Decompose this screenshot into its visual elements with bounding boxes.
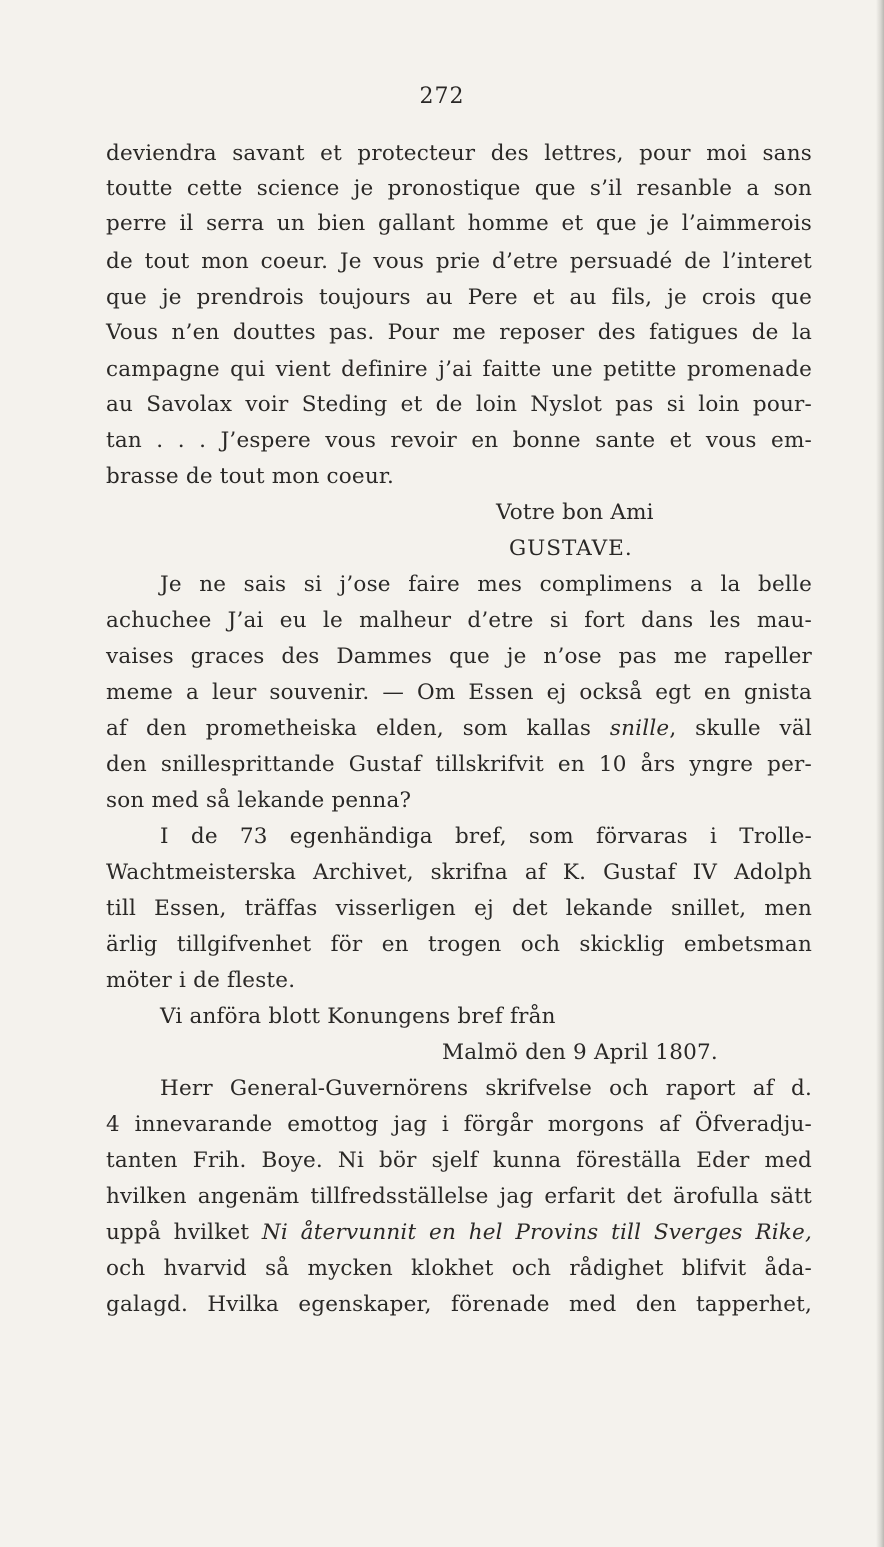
text-line: I de 73 egenhändiga bref, som förvaras i Trolle- <box>160 824 812 849</box>
text-line: Vi anföra blott Konungens bref från <box>160 1004 556 1029</box>
italic-term: snille <box>609 716 670 741</box>
text-line: de tout mon coeur. Je vous prie d’etre persuadé de l’interet <box>106 249 812 274</box>
text-line: Vous n’en douttes pas. Pour me reposer des fatigues de la <box>106 320 812 345</box>
text-line: 4 innevarande emottog jag i förgår morgons af Öfveradju- <box>106 1112 812 1137</box>
text-line: och hvarvid så mycken klokhet och rådighet blifvit åda- <box>106 1256 812 1281</box>
text-segment: af den prometheiska elden, som kallas <box>106 716 610 741</box>
page-edge-shadow <box>876 0 884 1547</box>
text-line: till Essen, träffas visserligen ej det lekande snillet, men <box>106 896 812 921</box>
text-line: achuchee J’ai eu le malheur d’etre si fort dans les mau- <box>106 608 812 633</box>
text-line: que je prendrois toujours au Pere et au fils, je crois que <box>106 285 812 310</box>
text-line <box>106 715 812 743</box>
text-segment: uppå hvilket <box>106 1220 262 1245</box>
text-line: meme a leur souvenir. — Om Essen ej också egt en gnista <box>106 680 812 705</box>
text-line: deviendra savant et protecteur des lettres, pour moi sans <box>106 141 812 166</box>
text-line: campagne qui vient definire j’ai faitte une petitte promenade <box>106 357 812 382</box>
text-line: Je ne sais si j’ose faire mes complimens a la belle <box>160 572 812 597</box>
text-line: brasse de tout mon coeur. <box>106 464 395 489</box>
text-line: Herr General-Guvernörens skrifvelse och raport af d. <box>160 1076 812 1101</box>
text-line: ärlig tillgifvenhet för en trogen och skicklig embetsman <box>106 932 812 957</box>
text-line: tan . . . J’espere vous revoir en bonne sante et vous em- <box>106 428 812 453</box>
text-line: perre il serra un bien gallant homme et que je l’aimmerois <box>106 211 812 236</box>
text-line <box>106 1219 812 1247</box>
text-line: son med så lekande penna? <box>106 788 412 813</box>
signature: GUSTAVE. <box>509 536 633 561</box>
text-line: toutte cette science je pronostique que s’il resanble a son <box>106 176 812 201</box>
text-line: Wachtmeisterska Archivet, skrifna af K. Gustaf IV Adolph <box>106 860 812 885</box>
text-line: tanten Frih. Boye. Ni bör sjelf kunna föreställa Eder med <box>106 1148 812 1173</box>
text-line: hvilken angenäm tillfredsställelse jag erfarit det ärofulla sätt <box>106 1184 812 1209</box>
text-segment: , skulle väl <box>669 716 812 741</box>
text-line: vaises graces des Dammes que je n’ose pas me rapeller <box>106 644 812 669</box>
text-line: au Savolax voir Steding et de loin Nyslot pas si loin pour- <box>106 392 812 417</box>
text-line: den snillesprittande Gustaf tillskrifvit en 10 års yngre per- <box>106 752 812 777</box>
letter-date: Malmö den 9 April 1807. <box>442 1040 718 1065</box>
italic-phrase: Ni återvunnit en hel Provins till Sverges Rike, <box>261 1220 812 1245</box>
text-line: möter i de fleste. <box>106 968 296 993</box>
text-line: galagd. Hvilka egenskaper, förenade med den tapperhet, <box>106 1292 812 1317</box>
closing-salutation: Votre bon Ami <box>496 500 654 525</box>
page-number: 272 <box>419 84 465 109</box>
